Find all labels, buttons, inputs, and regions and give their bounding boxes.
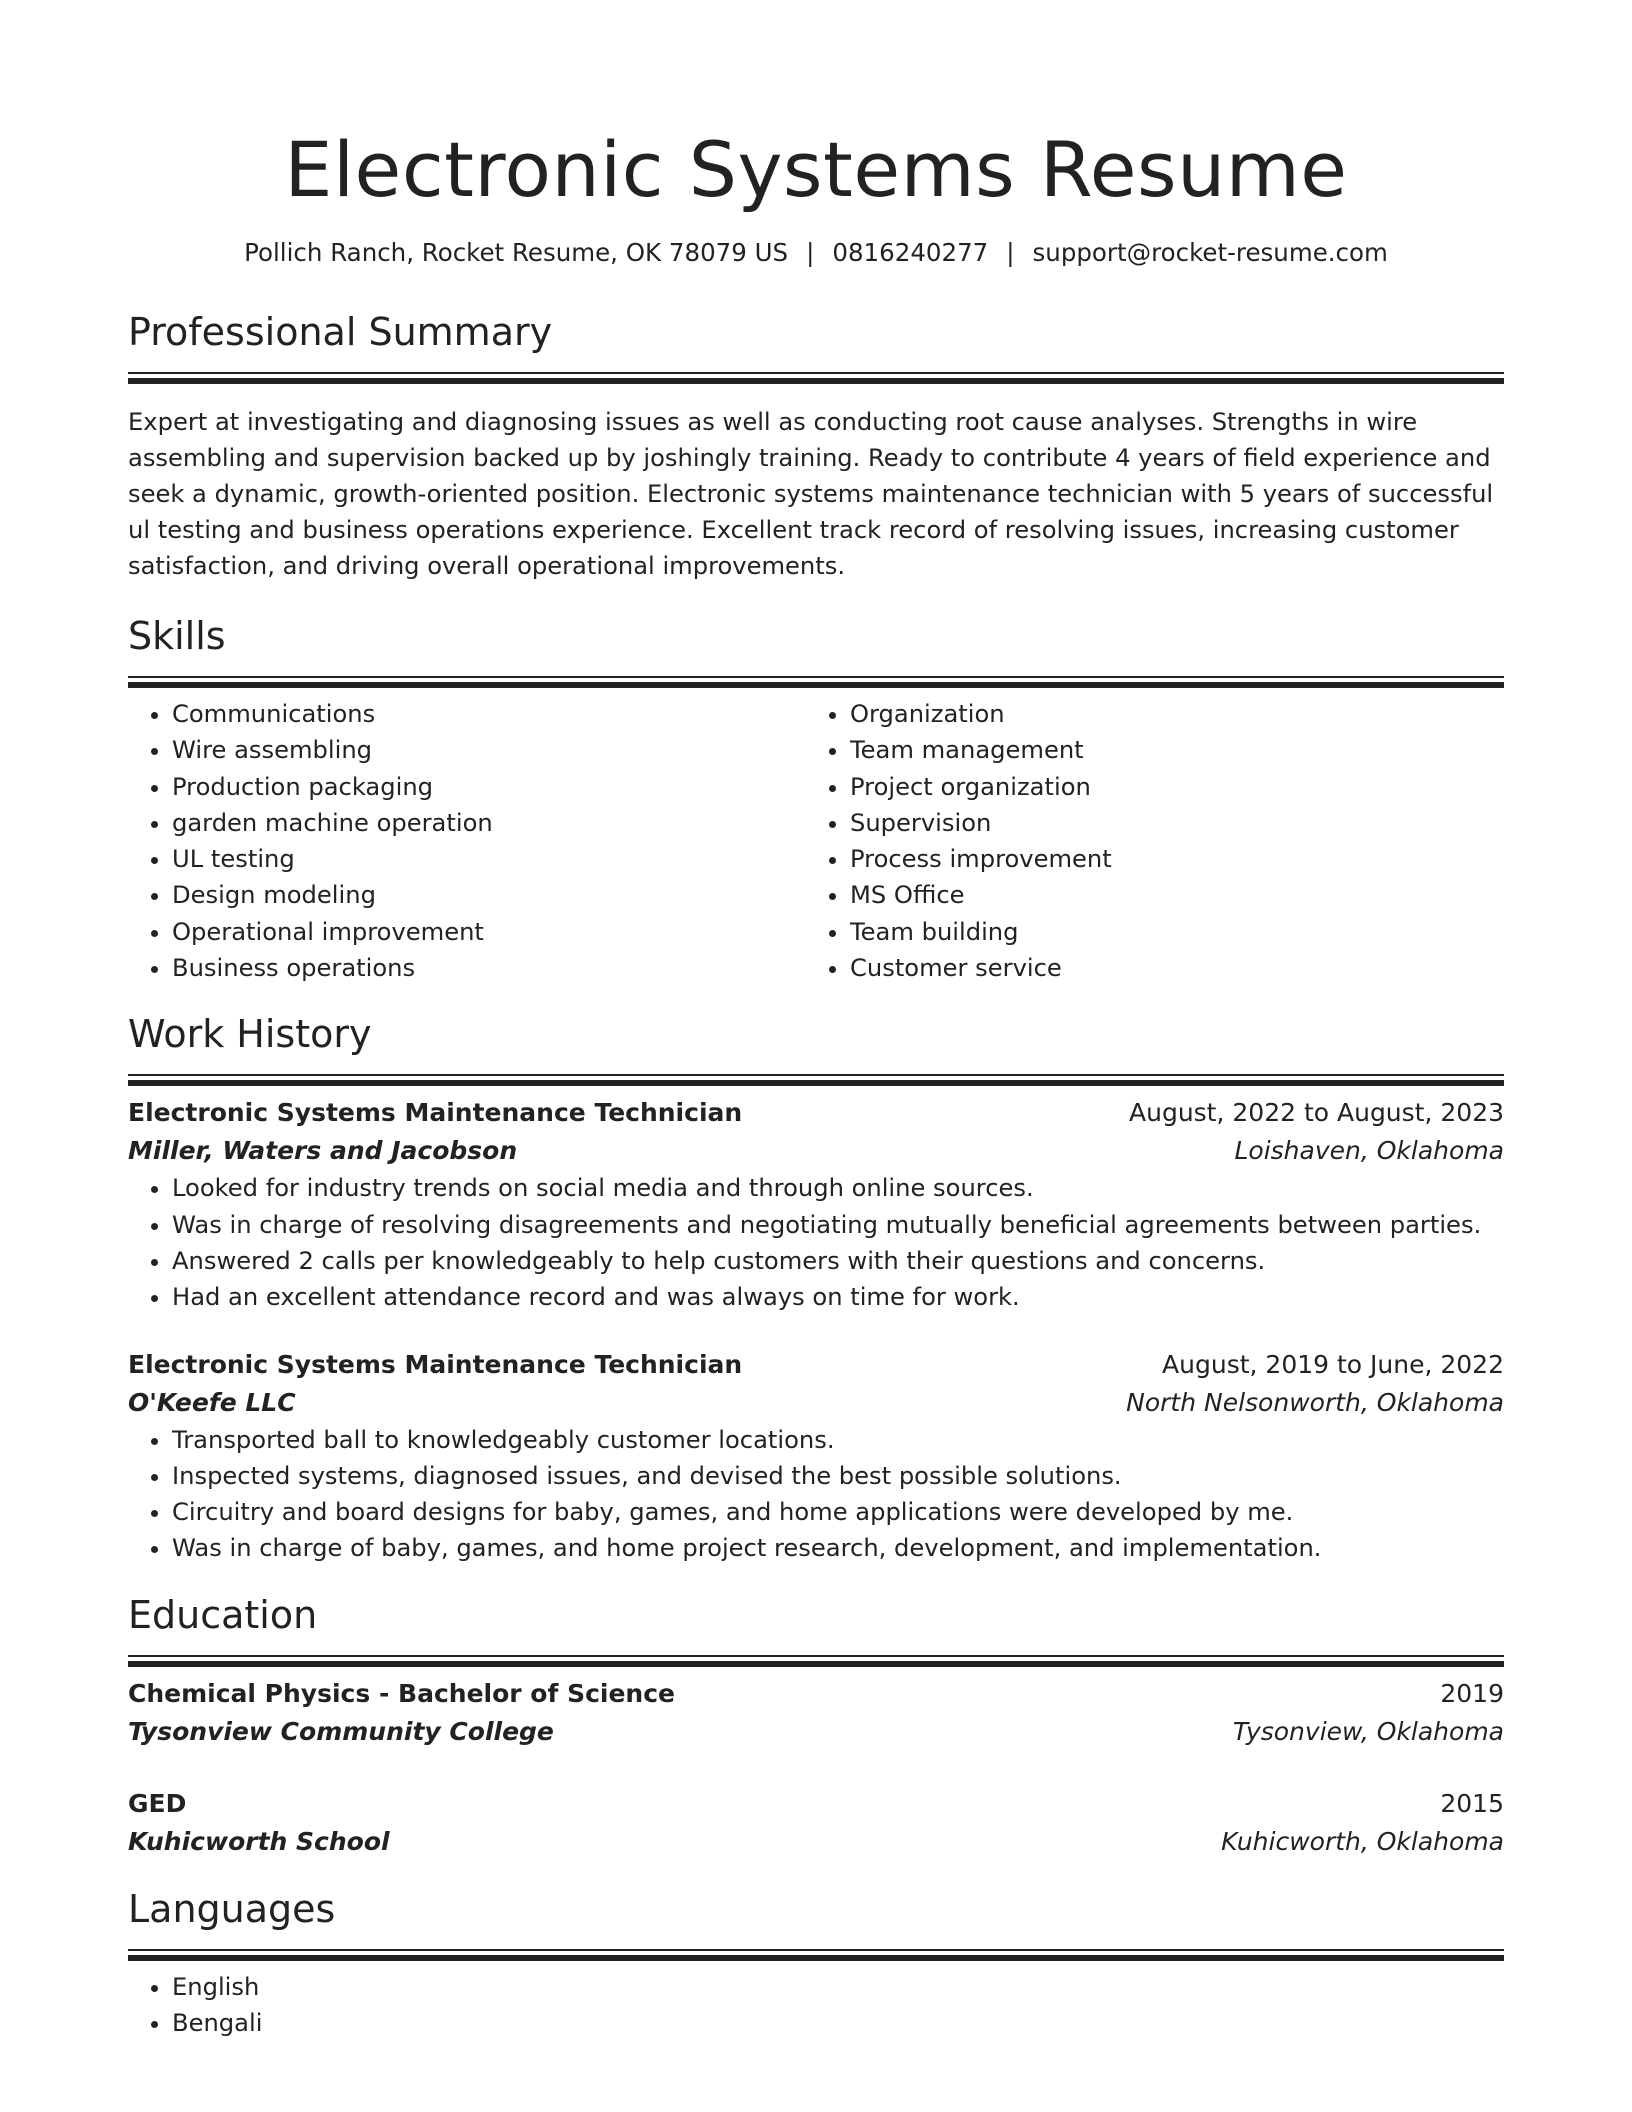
school-location: Tysonview, Oklahoma	[1232, 1716, 1504, 1746]
job-location: Loishaven, Oklahoma	[1234, 1136, 1504, 1166]
job-title: Electronic Systems Maintenance Technician	[128, 1098, 743, 1128]
skill-item: • Organization	[850, 696, 1484, 732]
job-bullet: • Looked for industry trends on social media and through online sources.	[172, 1170, 1504, 1206]
skills-column-left	[128, 696, 806, 986]
skill-item: • garden machine operation	[172, 805, 806, 841]
contact-line	[128, 236, 1504, 270]
section-divider	[128, 1655, 1504, 1657]
degree: GED	[128, 1788, 187, 1818]
section-title-work-history: Work History	[128, 1012, 372, 1057]
summary-section	[128, 308, 1504, 584]
skills-column-right	[806, 696, 1484, 986]
school-name: Tysonview Community College	[128, 1716, 554, 1746]
job-bullet: • Transported ball to knowledgeably customer locations.	[172, 1422, 1504, 1458]
skill-item: • UL testing	[172, 841, 806, 877]
job-dates: August, 2019 to June, 2022	[1162, 1349, 1504, 1379]
skill-item: • Business operations	[172, 950, 806, 986]
job-location: North Nelsonworth, Oklahoma	[1126, 1387, 1504, 1417]
graduation-year: 2015	[1440, 1788, 1504, 1818]
school-name: Kuhicworth School	[128, 1826, 390, 1856]
job-title: Electronic Systems Maintenance Technician	[128, 1349, 743, 1379]
section-title-summary: Professional Summary	[128, 310, 553, 354]
skills-section	[128, 612, 1504, 986]
languages-list	[128, 1969, 1504, 2042]
skill-item: • Design modeling	[172, 877, 806, 913]
skill-item: • Communications	[172, 696, 806, 732]
job-bullet: • Inspected systems, diagnosed issues, and devised the best possible solutions.	[172, 1458, 1504, 1494]
job-bullets	[128, 1422, 1504, 1567]
job-bullets	[128, 1170, 1504, 1315]
section-divider	[128, 372, 1504, 374]
section-title-skills: Skills	[128, 614, 226, 658]
summary-text: Expert at investigating and diagnosing issues as well as conducting root cause analyses. Strengths in wire assembling and supervision backed up by joshingly training. Ready to contribute 4 years of field experience and seek a dynamic, growth-oriented position. Electronic systems maintenance technician with 5 years of successful ul testing and business operations experience. Excellent track record of resolving issues, increasing customer satisfaction, and driving overall operational improvements.	[128, 408, 1494, 580]
job-dates: August, 2022 to August, 2023	[1129, 1098, 1504, 1128]
job-company: Miller, Waters and Jacobson	[128, 1136, 518, 1166]
language-item: • English	[172, 1969, 1504, 2005]
skill-item: • Team management	[850, 732, 1484, 768]
skill-item: • Team building	[850, 914, 1484, 950]
job-bullet: • Circuitry and board designs for baby, games, and home applications were developed by me.	[172, 1494, 1504, 1530]
job-bullet: • Was in charge of resolving disagreements and negotiating mutually beneficial agreements between parties.	[172, 1207, 1504, 1243]
contact-separator: |	[806, 238, 815, 267]
skill-item: • MS Office	[850, 877, 1484, 913]
job-bullet: • Had an excellent attendance record and was always on time for work.	[172, 1279, 1504, 1315]
skill-item: • Wire assembling	[172, 732, 806, 768]
contact-separator: |	[1006, 238, 1015, 267]
graduation-year: 2019	[1440, 1678, 1504, 1708]
section-title-education: Education	[128, 1592, 318, 1637]
skill-item: • Supervision	[850, 805, 1484, 841]
school-location: Kuhicworth, Oklahoma	[1221, 1826, 1504, 1856]
skill-item: • Production packaging	[172, 769, 806, 805]
education-entry	[128, 1785, 1504, 1861]
work-history-section	[128, 1010, 1504, 1566]
resume-name: Electronic Systems Resume	[284, 125, 1348, 214]
job-entry	[128, 1094, 1504, 1315]
section-title-languages: Languages	[128, 1886, 336, 1931]
skill-item: • Project organization	[850, 769, 1484, 805]
job-company: O'Keefe LLC	[128, 1387, 296, 1417]
language-item: • Bengali	[172, 2005, 1504, 2041]
section-divider	[128, 1949, 1504, 1951]
section-divider	[128, 1074, 1504, 1076]
degree: Chemical Physics - Bachelor of Science	[128, 1678, 675, 1708]
skill-item: • Customer service	[850, 950, 1484, 986]
job-entry	[128, 1346, 1504, 1567]
education-section	[128, 1591, 1504, 1861]
resume-page	[128, 0, 1504, 2041]
contact-email: support@rocket-resume.com	[1032, 238, 1388, 267]
contact-phone: 0816240277	[832, 238, 989, 267]
job-bullet: • Answered 2 calls per knowledgeably to help customers with their questions and concerns.	[172, 1243, 1504, 1279]
skill-item: • Process improvement	[850, 841, 1484, 877]
education-entry	[128, 1675, 1504, 1751]
section-divider	[128, 676, 1504, 678]
job-bullet: • Was in charge of baby, games, and home project research, development, and implementation.	[172, 1530, 1504, 1566]
skill-item: • Operational improvement	[172, 914, 806, 950]
languages-section	[128, 1885, 1504, 2042]
skills-list	[128, 696, 1504, 986]
contact-address: Pollich Ranch, Rocket Resume, OK 78079 US	[244, 238, 789, 267]
